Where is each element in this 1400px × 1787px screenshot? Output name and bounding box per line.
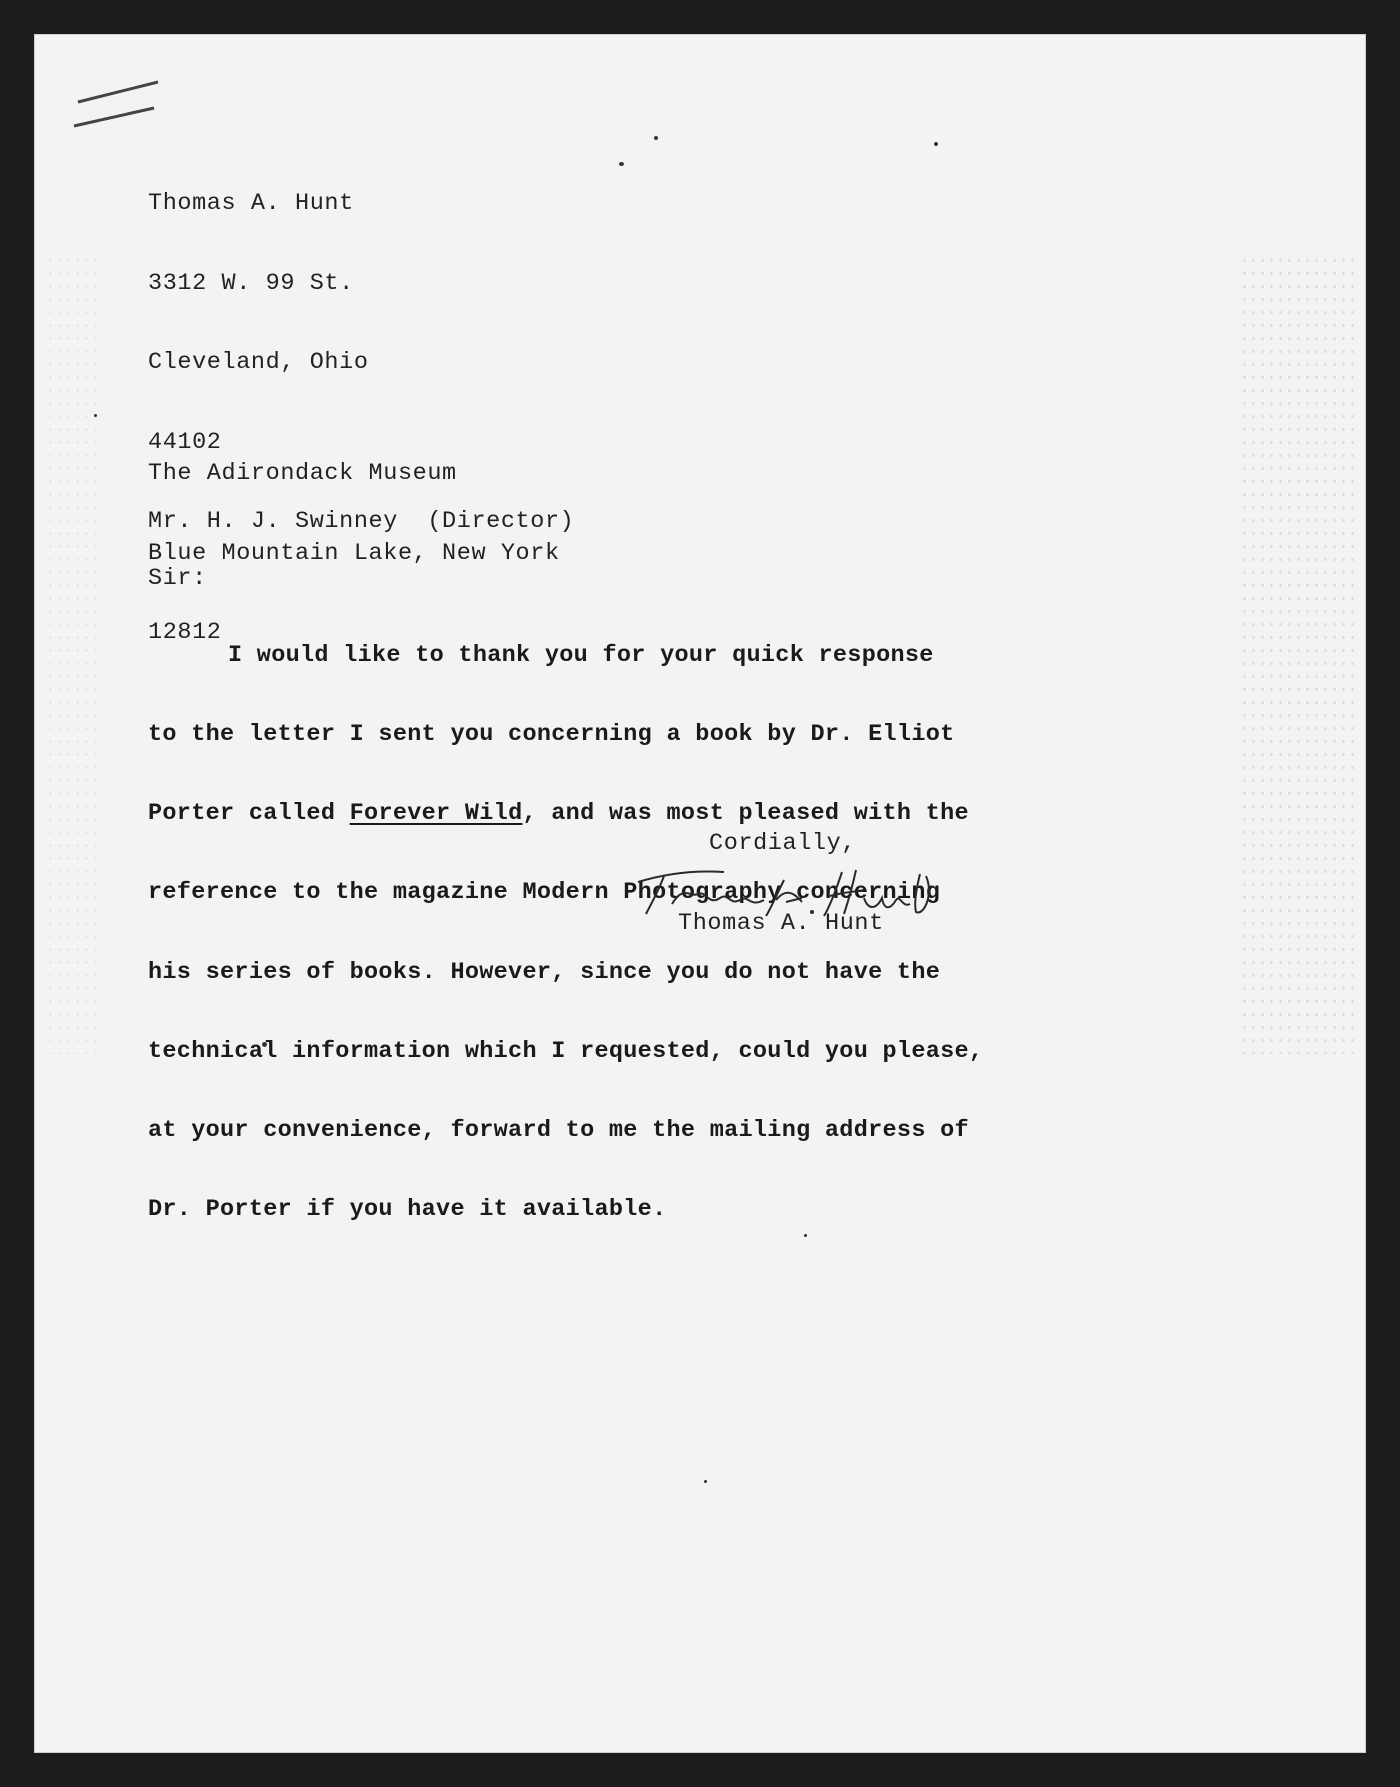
body-line: technical information which I requested, could you please,	[148, 1037, 984, 1065]
body-line: reference to the magazine Modern Photography concerning	[148, 879, 941, 907]
scan-speck	[934, 142, 938, 146]
signer-name: Thomas A. Hunt	[678, 910, 884, 937]
body-line: Dr. Porter if you have it available.	[148, 1196, 667, 1224]
sender-street: 3312 W. 99 St.	[148, 269, 354, 297]
book-title: Forever Wild	[349, 800, 523, 828]
scan-noise-left	[46, 254, 96, 1054]
letter-page	[34, 34, 1366, 1753]
body-line: his series of books. However, since you do not have the	[148, 958, 941, 986]
body-text-fragment: Porter called	[148, 800, 350, 828]
body-line: to the letter I sent you concerning a book by Dr. Elliot	[148, 721, 955, 749]
pen-mark-icon	[70, 74, 180, 134]
scan-speck	[94, 414, 97, 417]
recipient-organization: The Adirondack Museum	[148, 460, 457, 487]
attention-line: Mr. H. J. Swinney (Director)	[148, 508, 575, 535]
salutation: Sir:	[148, 565, 207, 592]
scan-noise-right	[1240, 254, 1360, 1054]
scan-speck	[704, 1480, 707, 1483]
body-line-with-title	[148, 801, 983, 827]
body-text-fragment: , and was most pleased with the	[522, 800, 969, 828]
scan-speck	[619, 162, 624, 166]
recipient-city-state: Blue Mountain Lake, New York	[148, 539, 560, 567]
scan-speck	[654, 136, 658, 140]
recipient-zip: 12812	[148, 619, 222, 646]
sender-city-state: Cleveland, Ohio	[148, 349, 369, 376]
sender-zip: 44102	[148, 428, 222, 456]
body-line: I would like to thank you for your quick response	[228, 641, 934, 669]
body-line: at your convenience, forward to me the mailing address of	[148, 1117, 969, 1145]
sender-name: Thomas A. Hunt	[148, 190, 354, 217]
closing: Cordially,	[709, 830, 857, 857]
